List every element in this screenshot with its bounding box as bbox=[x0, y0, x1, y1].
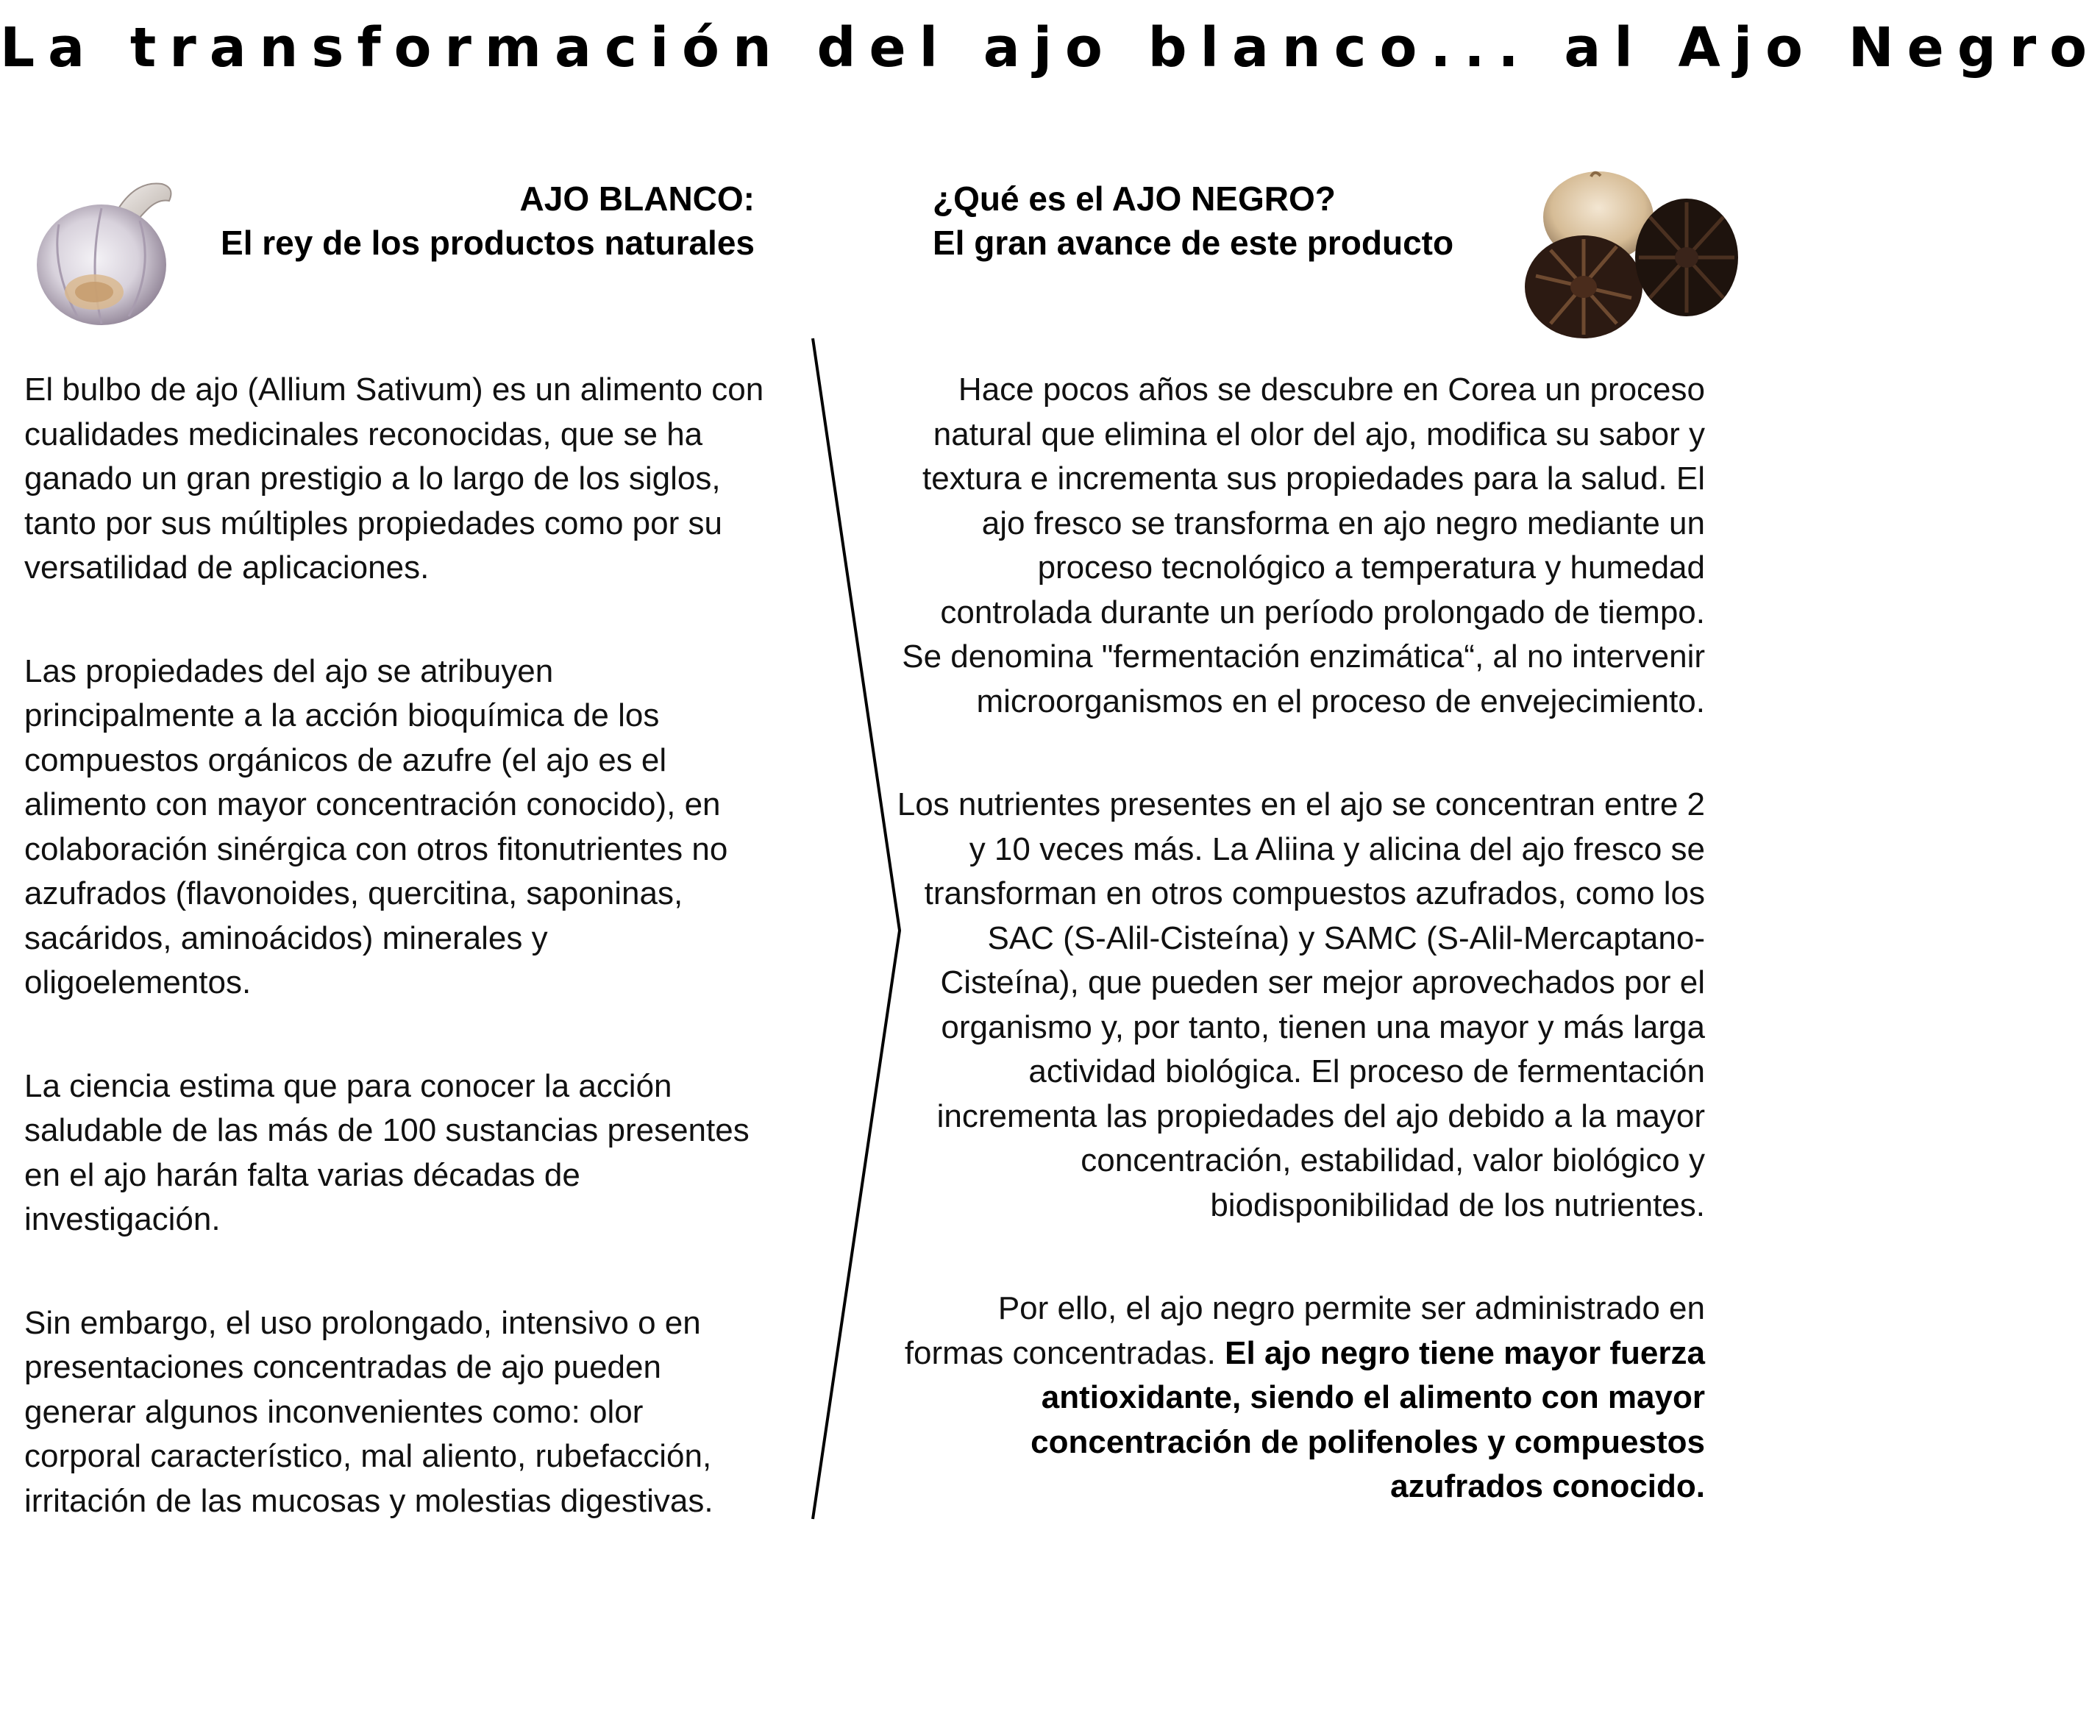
black-garlic-paragraph: Los nutrientes presentes en el ajo se concentran entre 2 y 10 veces más. La Aliina y alicina del ajo fresco se transforman en otros compuestos azufrados, como los SAC (S-Alil-Cisteína) y SAMC (S-Alil-Mercaptano-Cisteína), que pueden ser mejor aprovechados por el organismo y, por tanto, tienen una mayor y más larga actividad biológica. El proceso de fermentación incrementa las propiedades del ajo debido a la mayor concentración, estabilidad, valor biológico y biodisponibilidad de los nutrientes. bbox=[897, 786, 1705, 1223]
white-garlic-paragraph: Sin embargo, el uso prolongado, intensivo o en presentaciones concentradas de ajo pueden generar algunos inconvenientes como: olor corporal característico, mal aliento, rubefacción, irritación de las mucosas y molestias digestivas. bbox=[24, 1304, 713, 1519]
black-garlic-heading bbox=[933, 177, 1521, 265]
black-garlic-heading-title: ¿Qué es el AJO NEGRO? bbox=[933, 179, 1336, 218]
page-title: La transformación del ajo blanco... al Ajo Negro bbox=[0, 16, 2100, 79]
white-garlic-paragraph: Las propiedades del ajo se atribuyen principalmente a la acción bioquímica de los compuestos orgánicos de azufre (el ajo es el alimento con mayor concentración conocido), en colaboración sinérgica con otros fitonutrientes no azufrados (flavonoides, quercitina, saponinas, sacáridos, aminoácidos) minerales y oligoelementos. bbox=[24, 652, 728, 1000]
white-garlic-heading-subtitle: El rey de los productos naturales bbox=[221, 224, 755, 262]
conclusion-bold-text: El ajo negro tiene mayor fuerza antioxidante, siendo el alimento con mayor concentración de polifenoles y compuestos azufrados conocido. bbox=[1031, 1334, 1705, 1504]
white-garlic-heading bbox=[147, 177, 755, 265]
black-garlic-paragraph: Hace pocos años se descubre en Corea un proceso natural que elimina el olor del ajo, modifica su sabor y textura e incrementa sus propiedades para la salud. El ajo fresco se transforma en ajo negro mediante un proceso tecnológico a temperatura y humedad controlada durante un período prolongado de tiempo. Se denomina "fermentación enzimática“, al no intervenir microorganismos en el proceso de envejecimiento. bbox=[902, 371, 1705, 719]
black-garlic-heading-subtitle: El gran avance de este producto bbox=[933, 224, 1454, 262]
white-garlic-paragraph: El bulbo de ajo (Allium Sativum) es un alimento con cualidades medicinales reconocidas, que se ha ganado un gran prestigio a lo largo de los siglos, tanto por sus múltiples propiedades como por su versatilidad de aplicaciones. bbox=[24, 371, 764, 586]
black-garlic-column bbox=[894, 368, 1705, 1568]
black-garlic-conclusion-paragraph bbox=[894, 1287, 1705, 1509]
chevron-divider-icon bbox=[794, 335, 905, 1526]
white-garlic-paragraph: La ciencia estima que para conocer la acción saludable de las más de 100 sustancias presentes en el ajo harán falta varias décadas de investigación. bbox=[24, 1067, 750, 1237]
conclusion-plain-text: Por ello, el ajo negro permite ser administrado en formas concentradas. bbox=[904, 1290, 1705, 1371]
white-garlic-column bbox=[24, 368, 767, 1582]
black-garlic-image bbox=[1521, 166, 1740, 342]
white-garlic-heading-title: AJO BLANCO: bbox=[519, 179, 755, 218]
